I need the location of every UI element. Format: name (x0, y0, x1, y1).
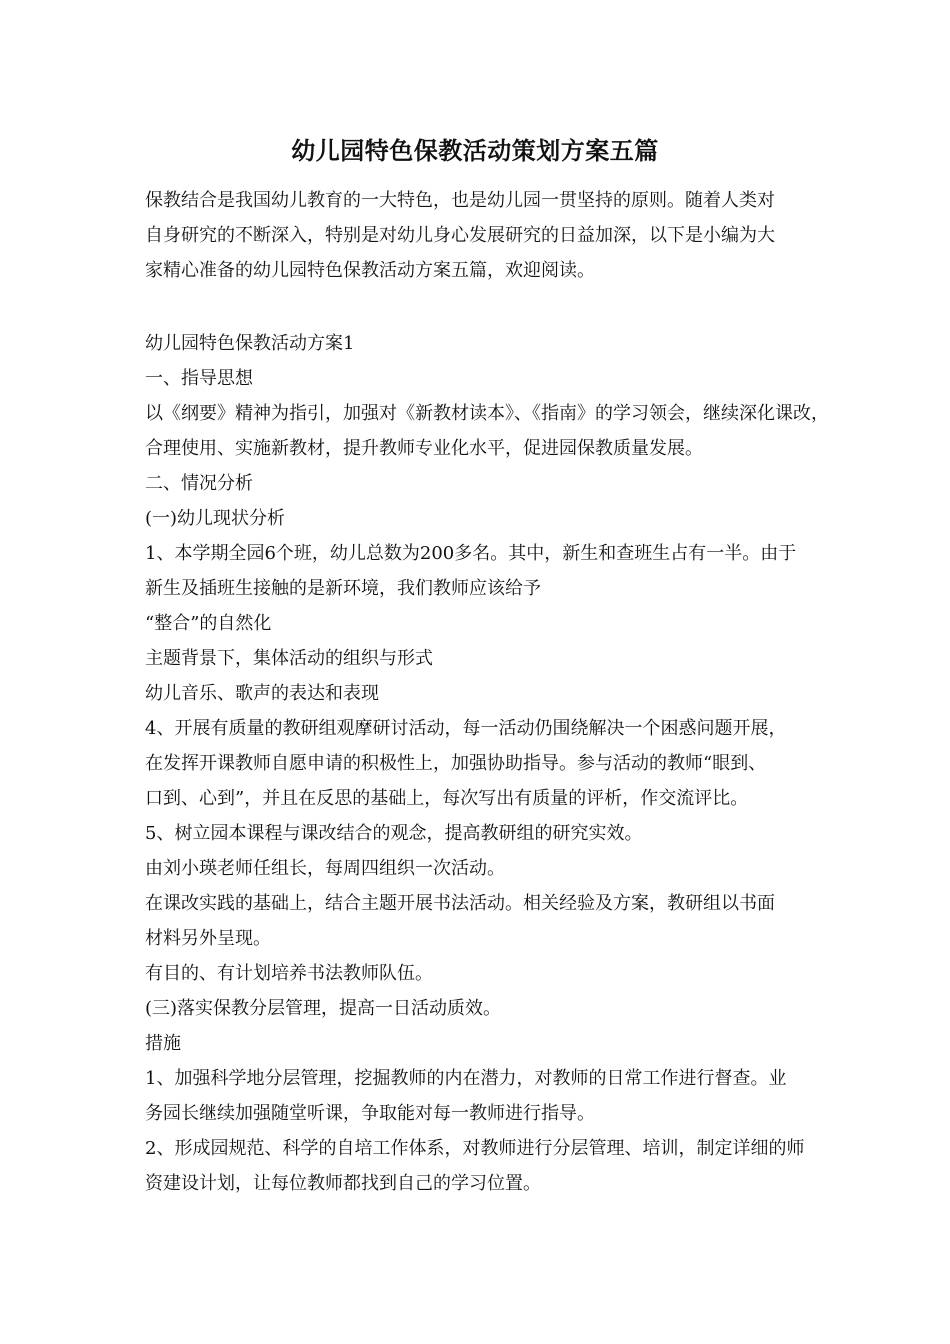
text-line: 1、本学期全园6个班，幼儿总数为200多名。其中，新生和查班生占有一半。由于 (145, 543, 797, 564)
section-heading: 二、情况分析 (145, 473, 253, 494)
section-heading: 措施 (145, 1033, 181, 1054)
intro-line: 家精心准备的幼儿园特色保教活动方案五篇，欢迎阅读。 (145, 260, 595, 281)
text-line: 2、形成园规范、科学的自培工作体系，对教师进行分层管理、培训，制定详细的师 (145, 1138, 805, 1159)
section-heading: (一)幼儿现状分析 (145, 508, 286, 529)
text-line: 新生及插班生接触的是新环境，我们教师应该给予 (145, 578, 541, 599)
text-line: 在课改实践的基础上，结合主题开展书法活动。相关经验及方案，教研组以书面 (145, 893, 775, 914)
text-line: 以《纲要》精神为指引，加强对《新教材读本》、《指南》的学习领会，继续深化课改， (145, 403, 829, 424)
text-line: 合理使用、实施新教材，提升教师专业化水平，促进园保教质量发展。 (145, 438, 703, 459)
text-line: 由刘小瑛老师任组长，每周四组织一次活动。 (145, 858, 505, 879)
text-line: 1、加强科学地分层管理，挖掘教师的内在潜力，对教师的日常工作进行督查。业 (145, 1068, 787, 1089)
text-line: 有目的、有计划培养书法教师队伍。 (145, 963, 433, 984)
text-line: “整合”的自然化 (145, 613, 272, 634)
section-heading: 一、指导思想 (145, 368, 253, 389)
text-line: 材料另外呈现。 (145, 928, 271, 949)
text-line: 5、树立园本课程与课改结合的观念，提高教研组的研究实效。 (145, 823, 643, 844)
text-line: 幼儿音乐、歌声的表达和表现 (145, 683, 379, 704)
intro-line: 自身研究的不断深入，特别是对幼儿身心发展研究的日益加深，以下是小编为大 (145, 225, 775, 246)
text-line: 资建设计划，让每位教师都找到自己的学习位置。 (145, 1173, 541, 1194)
document-body (145, 326, 829, 1201)
text-line: 务园长继续加强随堂听课，争取能对每一教师进行指导。 (145, 1103, 595, 1124)
text-line: 主题背景下，集体活动的组织与形式 (145, 648, 433, 669)
text-line: 4、开展有质量的教研组观摩研讨活动，每一活动仍围绕解决一个困惑问题开展， (145, 718, 787, 739)
intro-paragraph (145, 183, 820, 288)
section-heading: (三)落实保教分层管理，提高一日活动质效。 (145, 998, 502, 1019)
text-line: 在发挥开课教师自愿申请的积极性上，加强协助指导。参与活动的教师“眼到、 (145, 753, 767, 774)
document-title: 幼儿园特色保教活动策划方案五篇 (291, 137, 659, 165)
text-line: 口到、心到”，并且在反思的基础上，每次写出有质量的评析，作交流评比。 (145, 788, 749, 809)
section-heading: 幼儿园特色保教活动方案1 (145, 333, 355, 354)
intro-line: 保教结合是我国幼儿教育的一大特色，也是幼儿园一贯坚持的原则。随着人类对 (145, 190, 775, 211)
